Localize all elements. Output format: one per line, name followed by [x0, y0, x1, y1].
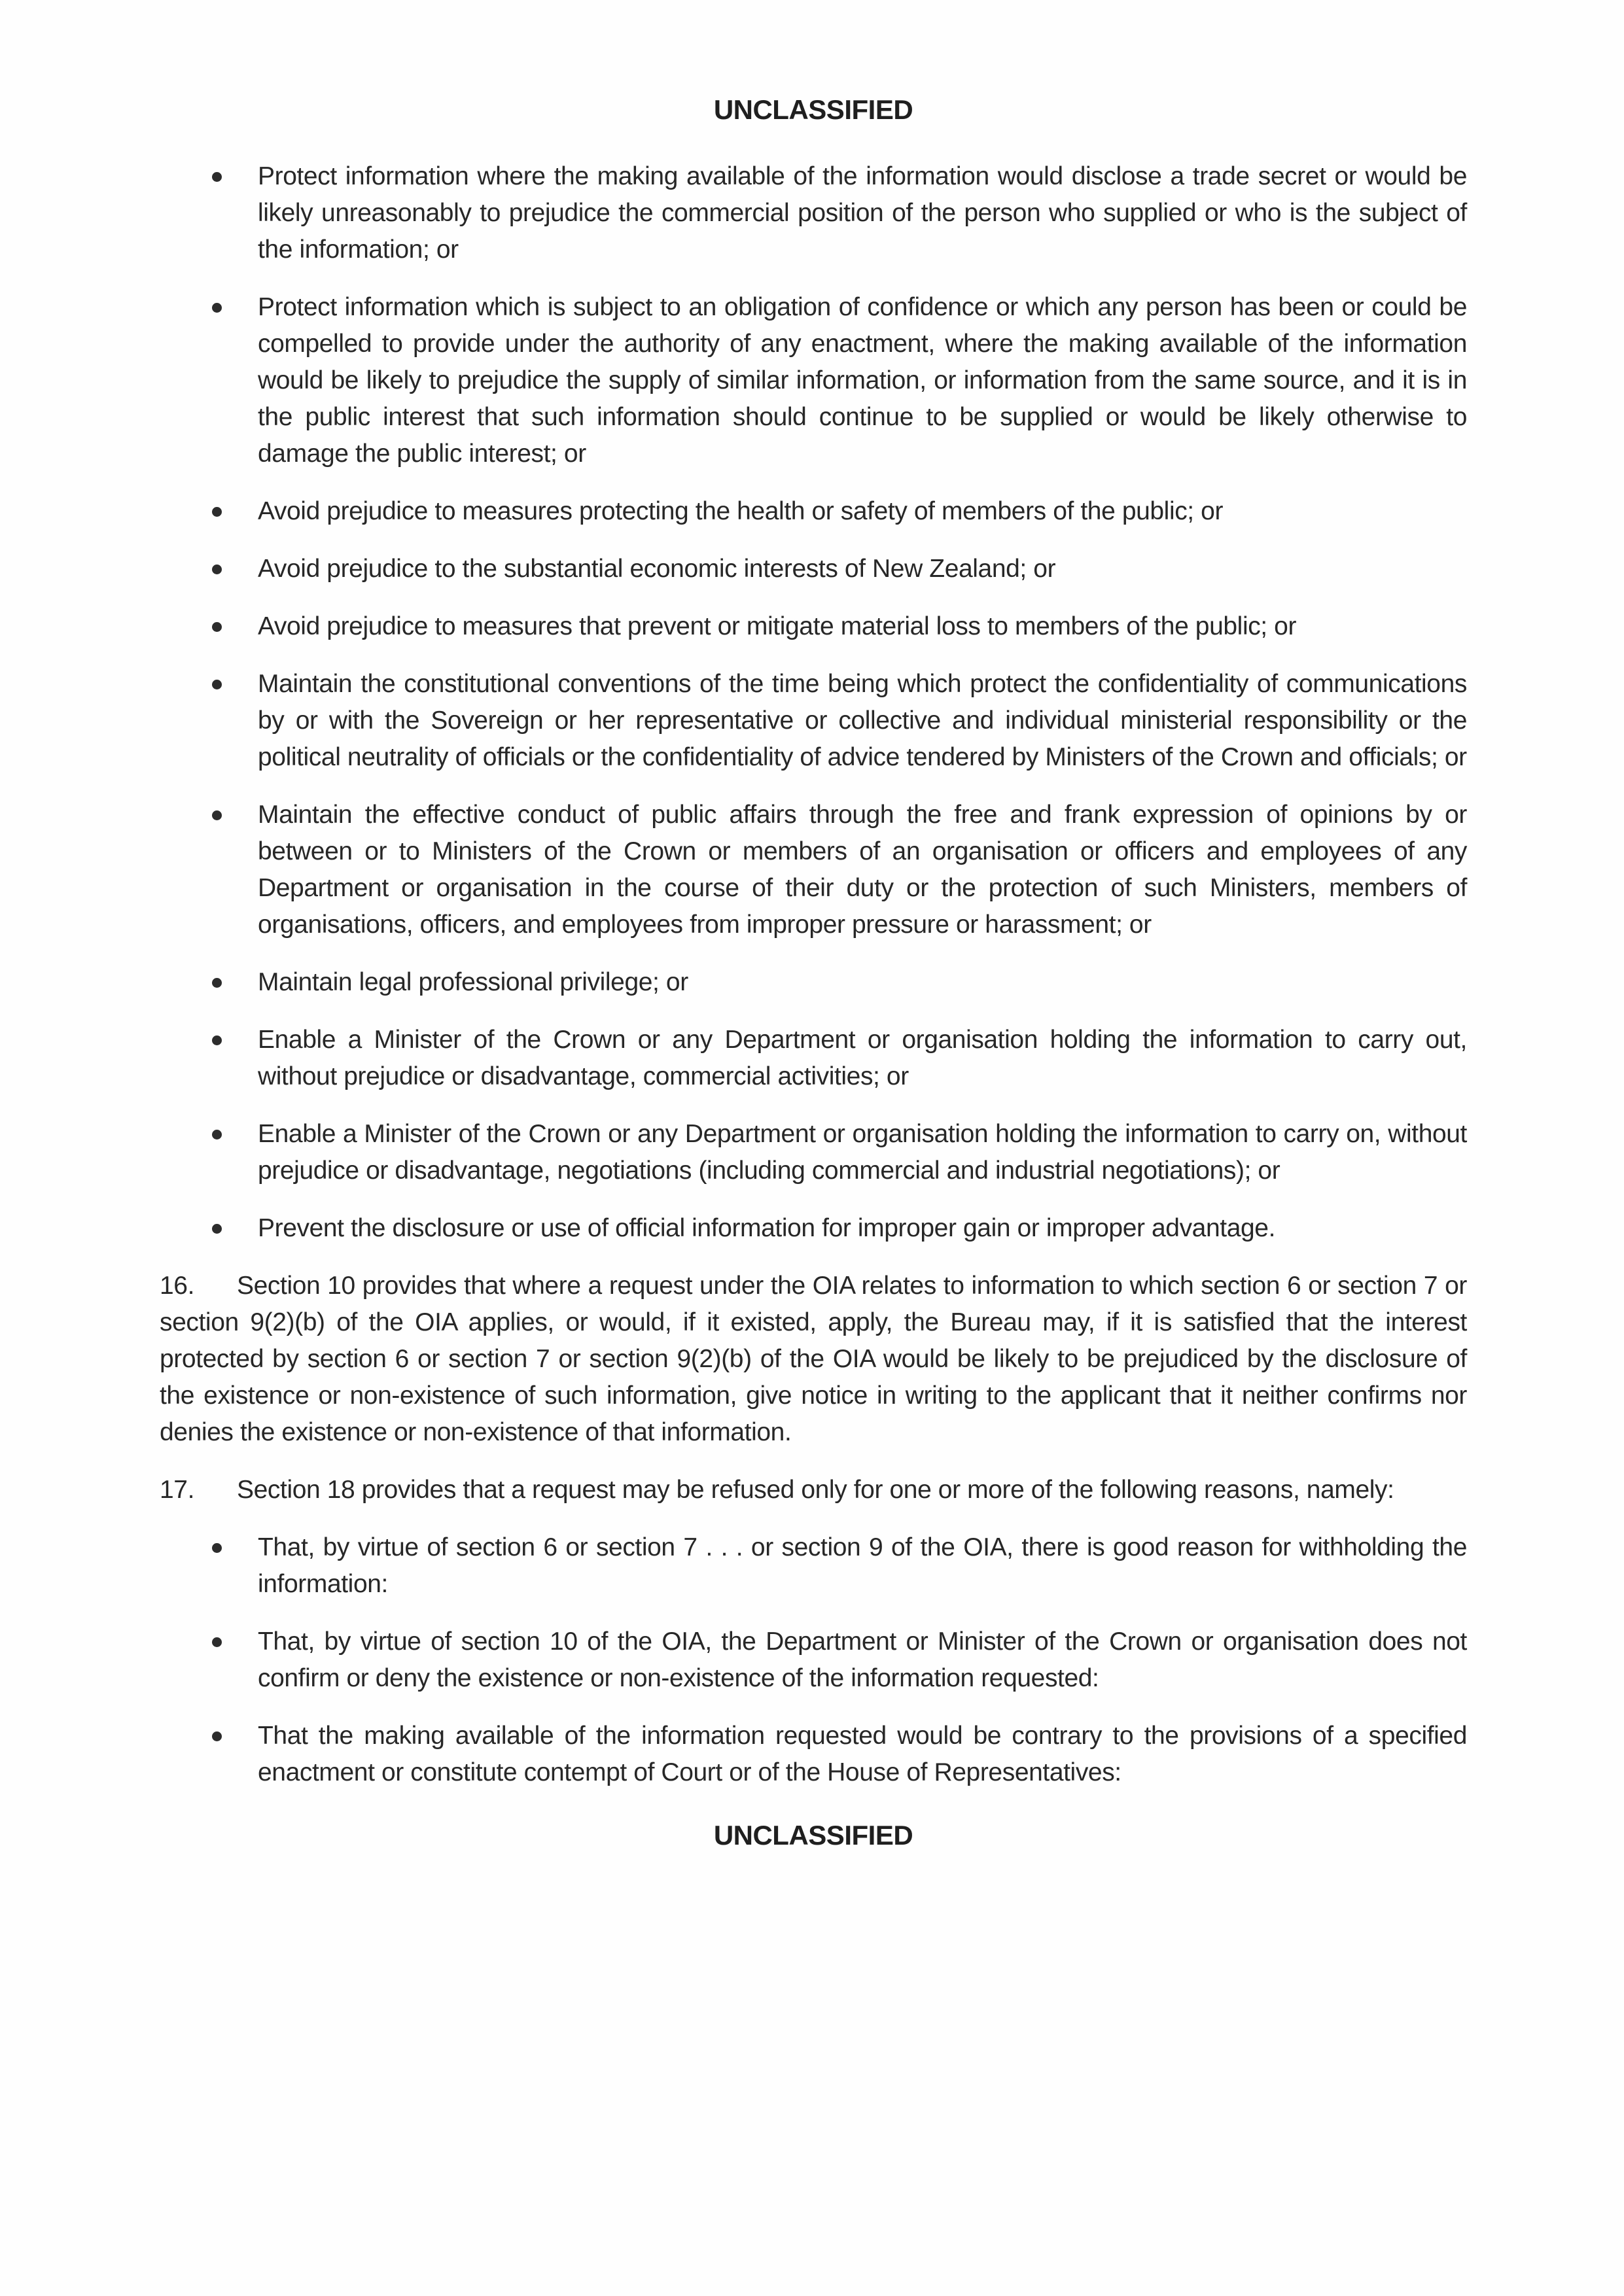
list-item: Enable a Minister of the Crown or any Department or organisation holding the information to carry on, without prejudice or disadvantage, negotiations (including commercial and industrial negotiations); or — [160, 1116, 1467, 1189]
withholding-reasons-list — [160, 158, 1467, 1247]
list-item: Maintain legal professional privilege; or — [160, 964, 1467, 1001]
list-item: Protect information where the making available of the information would disclose a trade secret or would be likely unreasonably to prejudice the commercial position of the person who supplied or who is the subject of the information; or — [160, 158, 1467, 268]
paragraph-number: 16. — [160, 1272, 195, 1300]
list-item: Maintain the constitutional conventions of the time being which protect the confidentiality of communications by or with the Sovereign or her representative or collective and individual ministerial responsibility or the political neutrality of officials or the confidentiality of advice tendered by Ministers of the Crown and officials; or — [160, 666, 1467, 776]
paragraph-17 — [160, 1472, 1467, 1508]
list-item: Protect information which is subject to an obligation of confidence or which any person has been or could be compelled to provide under the authority of any enactment, where the making available of the information would be likely to prejudice the supply of similar information, or information from the same source, and it is in the public interest that such information should continue to be supplied or would be likely otherwise to damage the public interest; or — [160, 289, 1467, 472]
list-item: That, by virtue of section 10 of the OIA, the Department or Minister of the Crown or organisation does not confirm or deny the existence or non-existence of the information requested: — [160, 1624, 1467, 1697]
paragraph-text: Section 18 provides that a request may be refused only for one or more of the following reasons, namely: — [237, 1476, 1394, 1504]
refusal-reasons-list — [160, 1529, 1467, 1791]
list-item: Avoid prejudice to measures protecting the health or safety of members of the public; or — [160, 493, 1467, 530]
paragraph-16 — [160, 1268, 1467, 1451]
list-item: Prevent the disclosure or use of official information for improper gain or improper advantage. — [160, 1210, 1467, 1247]
paragraph-number: 17. — [160, 1476, 195, 1504]
paragraph-text: Section 10 provides that where a request under the OIA relates to information to which section 6 or section 7 or section 9(2)(b) of the OIA applies, or would, if it existed, apply, the Bureau may, if it is satisfied that the interest protected by section 6 or section 7 or section 9(2)(b) of the OIA would be likely to be prejudiced by the disclosure of the existence or non-existence of such information, give notice in writing to the applicant that it neither confirms nor denies the existence or non-existence of that information. — [160, 1272, 1467, 1446]
list-item: Enable a Minister of the Crown or any Department or organisation holding the information to carry out, without prejudice or disadvantage, commercial activities; or — [160, 1022, 1467, 1095]
classification-header: UNCLASSIFIED — [713, 94, 913, 125]
list-item: Maintain the effective conduct of public affairs through the free and frank expression of opinions by or between or to Ministers of the Crown or members of an organisation or officers and employees of any Department or organisation in the course of their duty or the protection of such Ministers, members of organisations, officers, and employees from improper pressure or harassment; or — [160, 797, 1467, 943]
list-item: That the making available of the information requested would be contrary to the provisions of a specified enactment or constitute contempt of Court or of the House of Representatives: — [160, 1718, 1467, 1791]
list-item: Avoid prejudice to measures that prevent or mitigate material loss to members of the public; or — [160, 608, 1467, 645]
classification-footer: UNCLASSIFIED — [713, 1820, 913, 1851]
list-item: That, by virtue of section 6 or section 7 . . . or section 9 of the OIA, there is good reason for withholding the information: — [160, 1529, 1467, 1603]
list-item: Avoid prejudice to the substantial economic interests of New Zealand; or — [160, 551, 1467, 587]
